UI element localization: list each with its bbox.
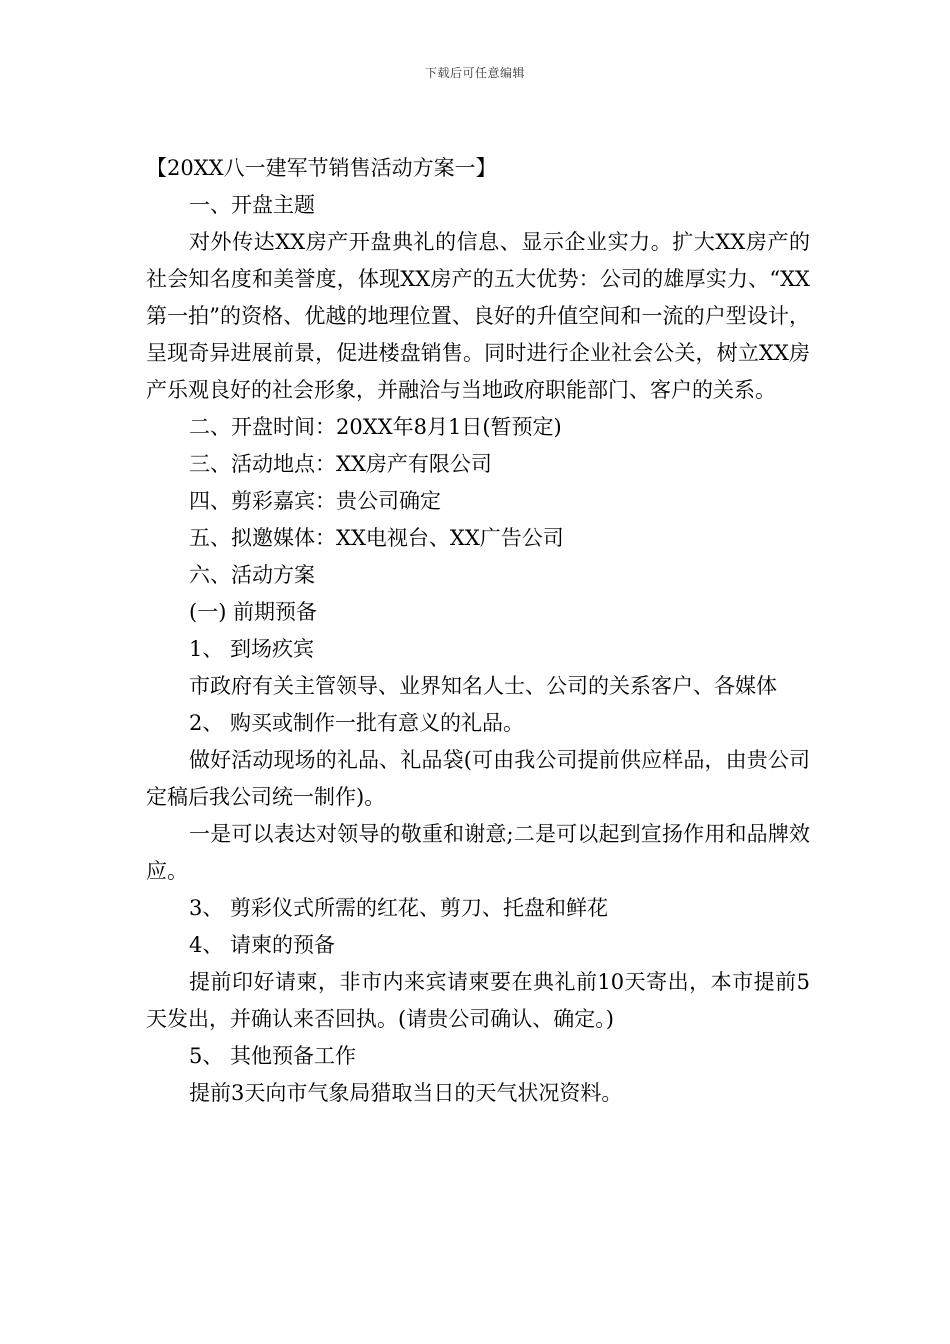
paragraph-theme-body: 对外传达XX房产开盘典礼的信息、显示企业实力。扩大XX房产的社会知名度和美誉度，体现XX房产的五大优势：公司的雄厚实力、“XX第一拍”的资格、优越的地理位置、良好的升值空间和一流的户型设计，呈现奇异进展前景，促进楼盘销售。同时进行企业社会公关，树立XX房产乐观良好的社会形象，并融洽与当地政府职能部门、客户的关系。 (146, 230, 810, 402)
document-title: 【20XX八一建军节销售活动方案一】 (146, 156, 497, 180)
section-heading-time: 二、开盘时间：20XX年8月1日(暂预定) (189, 415, 562, 439)
paragraph-gifts-purpose: 一是可以表达对领导的敬重和谢意;二是可以起到宣扬作用和品牌效应。 (146, 822, 810, 883)
list-item-3: 3、 剪彩仪式所需的红花、剪刀、托盘和鲜花 (189, 896, 609, 920)
paragraph-weather-detail: 提前3天向市气象局猎取当日的天气状况资料。 (189, 1081, 623, 1105)
section-heading-media: 五、拟邀媒体：XX电视台、XX广告公司 (189, 526, 564, 550)
paragraph-guests-detail: 市政府有关主管领导、业界知名人士、公司的关系客户、各媒体 (189, 674, 777, 698)
document-body (146, 150, 810, 1112)
section-heading-location: 三、活动地点：XX房产有限公司 (189, 452, 492, 476)
subsection-heading-preparation: (一) 前期预备 (189, 600, 318, 624)
list-item-2: 2、 购买或制作一批有意义的礼品。 (189, 711, 525, 735)
section-heading-plan: 六、活动方案 (189, 563, 315, 587)
paragraph-invitations-detail: 提前印好请柬，非市内来宾请柬要在典礼前10天寄出，本市提前5天发出，并确认来否回执。(请贵公司确认、确定。) (146, 970, 810, 1031)
section-heading-guests: 四、剪彩嘉宾：贵公司确定 (189, 489, 441, 513)
list-item-5: 5、 其他预备工作 (189, 1044, 357, 1068)
header-note: 下载后可任意编辑 (424, 66, 525, 80)
list-item-4: 4、 请柬的预备 (189, 933, 336, 957)
section-heading-theme: 一、开盘主题 (189, 193, 315, 217)
paragraph-gifts-detail: 做好活动现场的礼品、礼品袋(可由我公司提前供应样品，由贵公司定稿后我公司统一制作)。 (146, 748, 810, 809)
list-item-1: 1、 到场疚宾 (189, 637, 315, 661)
